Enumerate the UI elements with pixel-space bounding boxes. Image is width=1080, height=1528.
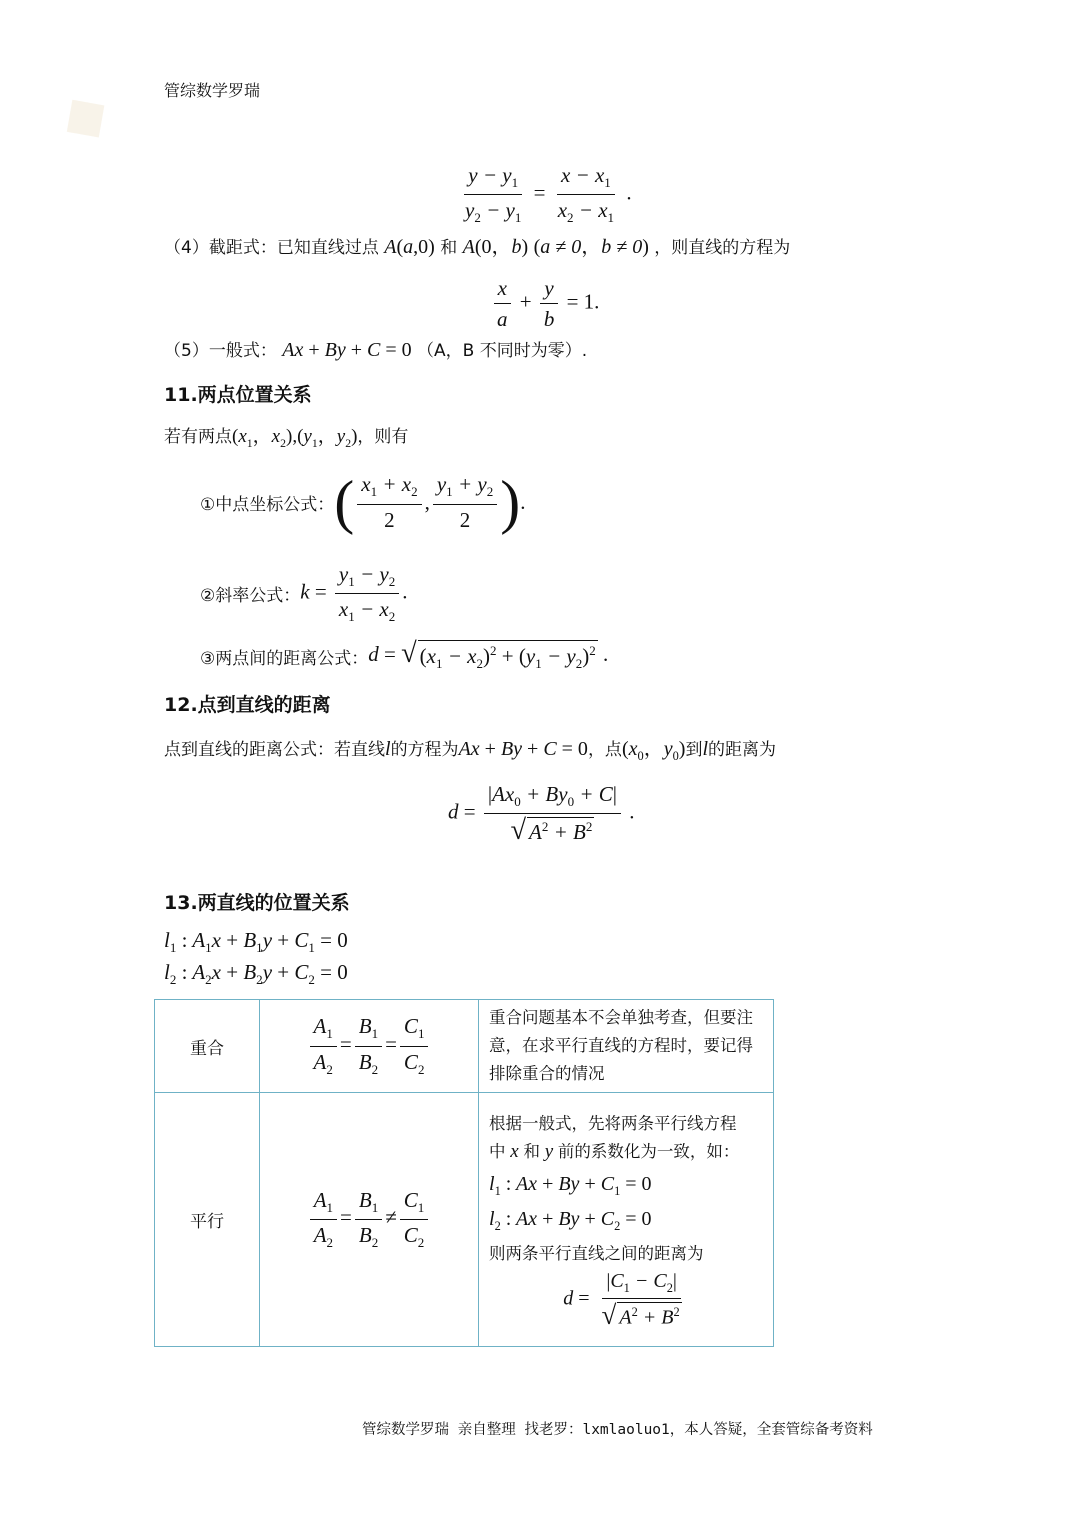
parallel-l2-equation: $l_2$ : $Ax + By + C_2 = 0$ (489, 1207, 652, 1233)
page-header: 管综数学罗瑞 (164, 81, 261, 100)
line-l2-equation: $l_2$ : $A_2x + B_2y + C_2 = 0$ (164, 960, 348, 988)
s12-prefix: 点到直线的距离公式：若直线 (164, 740, 385, 760)
s12-mid1: 的方程为 (390, 740, 459, 760)
section-12-text: 点到直线的距离公式：若直线l的方程为Ax + By + C = 0，点($x_0$，$y_0$)到l的距离为 (164, 738, 777, 763)
parallel-distance-formula: d = $|C_1 - C_2|$ √ $A^2 + B^2$ (563, 1269, 680, 1330)
section-11-intro: 若有两点($x_1$，$x_2),(y_1$，$y_2$)，则有 (164, 426, 409, 450)
parallel-note-line1: 根据一般式，先将两条平行线方程 (489, 1113, 737, 1133)
coincide-note: 重合问题基本不会单独考查，但要注意，在求平行直线的方程时，要记得排除重合的情况 (479, 1000, 774, 1093)
intercept-form-line: （4）截距式：已知直线过点 A(a,0) 和 A(0，b) (a ≠ 0，b ≠ 0) ，则直线的方程为 (164, 236, 791, 258)
s12-mid3: 到 (685, 740, 703, 760)
intro-prefix: 若有两点 (164, 427, 232, 447)
two-point-formula: $\frac{y - y_1}{y_2 - y_1}$ = $\frac{x - x_1}{x_2 - x_1}$ . (465, 163, 632, 226)
slope-formula-line: ②斜率公式： k = $\frac{y_1 - y_2}{x_1 - x_2}$ . (200, 562, 408, 625)
general-note: （A，B 不同时为零）. (417, 341, 588, 361)
line-relation-table (154, 999, 774, 1347)
parallel-l1-equation: $l_1$ : $Ax + By + C_1 = 0$ (489, 1172, 652, 1198)
intercept-formula: $\frac{x}{a}$ + $\frac{y}{b}$ = 1. (490, 276, 599, 331)
parallel-note-line3: 则两条平行直线之间的距离为 (489, 1243, 704, 1263)
parallel-note (479, 1093, 774, 1347)
point-line-distance-formula: d = $|Ax_0 + By_0 + C|$ √ $A^2 + B^2$ . (448, 782, 635, 847)
table-row-parallel (155, 1093, 774, 1347)
intercept-prefix: （4）截距式：已知直线过点 (164, 238, 379, 258)
intercept-suffix: ，则直线的方程为 (654, 238, 791, 258)
distance-formula-line: ③两点间的距离公式： d = √ $(x_1 - x_2)^2 + (y_1 - y_2)^2$ . (200, 638, 609, 672)
row-label-parallel: 平行 (155, 1093, 260, 1347)
general-form-line: （5）一般式： Ax + By + C = 0 （A，B 不同时为零）. (164, 339, 588, 361)
distance-label: ③两点间的距离公式： (200, 648, 369, 669)
page-footer: 管综数学罗瑞 亲自整理 找老罗：lxmlaoluo1，本人答疑，全套管综备考资料 (362, 1422, 873, 1438)
section-11-title: 11.两点位置关系 (164, 384, 312, 406)
s12-suffix: 的距离为 (708, 740, 777, 760)
section-13-title: 13.两直线的位置关系 (164, 892, 350, 914)
intro-suffix: ，则有 (357, 427, 409, 447)
coincide-condition: $\frac{A_1}{A_2}$ = $\frac{B_1}{B_2}$ = $\frac{C_1}{C_2}$ (260, 1000, 479, 1093)
general-prefix: （5）一般式： (164, 341, 277, 361)
s12-mid2: ，点 (587, 740, 622, 760)
parallel-note-line2: 中 x 和 y 前的系数化为一致，如： (489, 1140, 740, 1162)
slope-label: ②斜率公式： (200, 586, 301, 607)
watermark: ◆ (44, 73, 123, 157)
section-12-title: 12.点到直线的距离 (164, 694, 331, 716)
row-label-coincide: 重合 (155, 1000, 260, 1093)
intercept-and: 和 (440, 238, 458, 258)
parallel-condition: $\frac{A_1}{A_2}$ = $\frac{B_1}{B_2}$ ≠ $\frac{C_1}{C_2}$ (260, 1093, 479, 1347)
midpoint-label: ①中点坐标公式： (200, 494, 335, 515)
midpoint-formula-line: ①中点坐标公式： ( $\frac{x_1 + x_2}{2}$ , $\frac{y_1 + y_2}{2}$ ) . (200, 469, 526, 535)
table-row-coincide (155, 1000, 774, 1093)
line-l1-equation: $l_1$ : $A_1x + B_1y + C_1 = 0$ (164, 928, 348, 956)
